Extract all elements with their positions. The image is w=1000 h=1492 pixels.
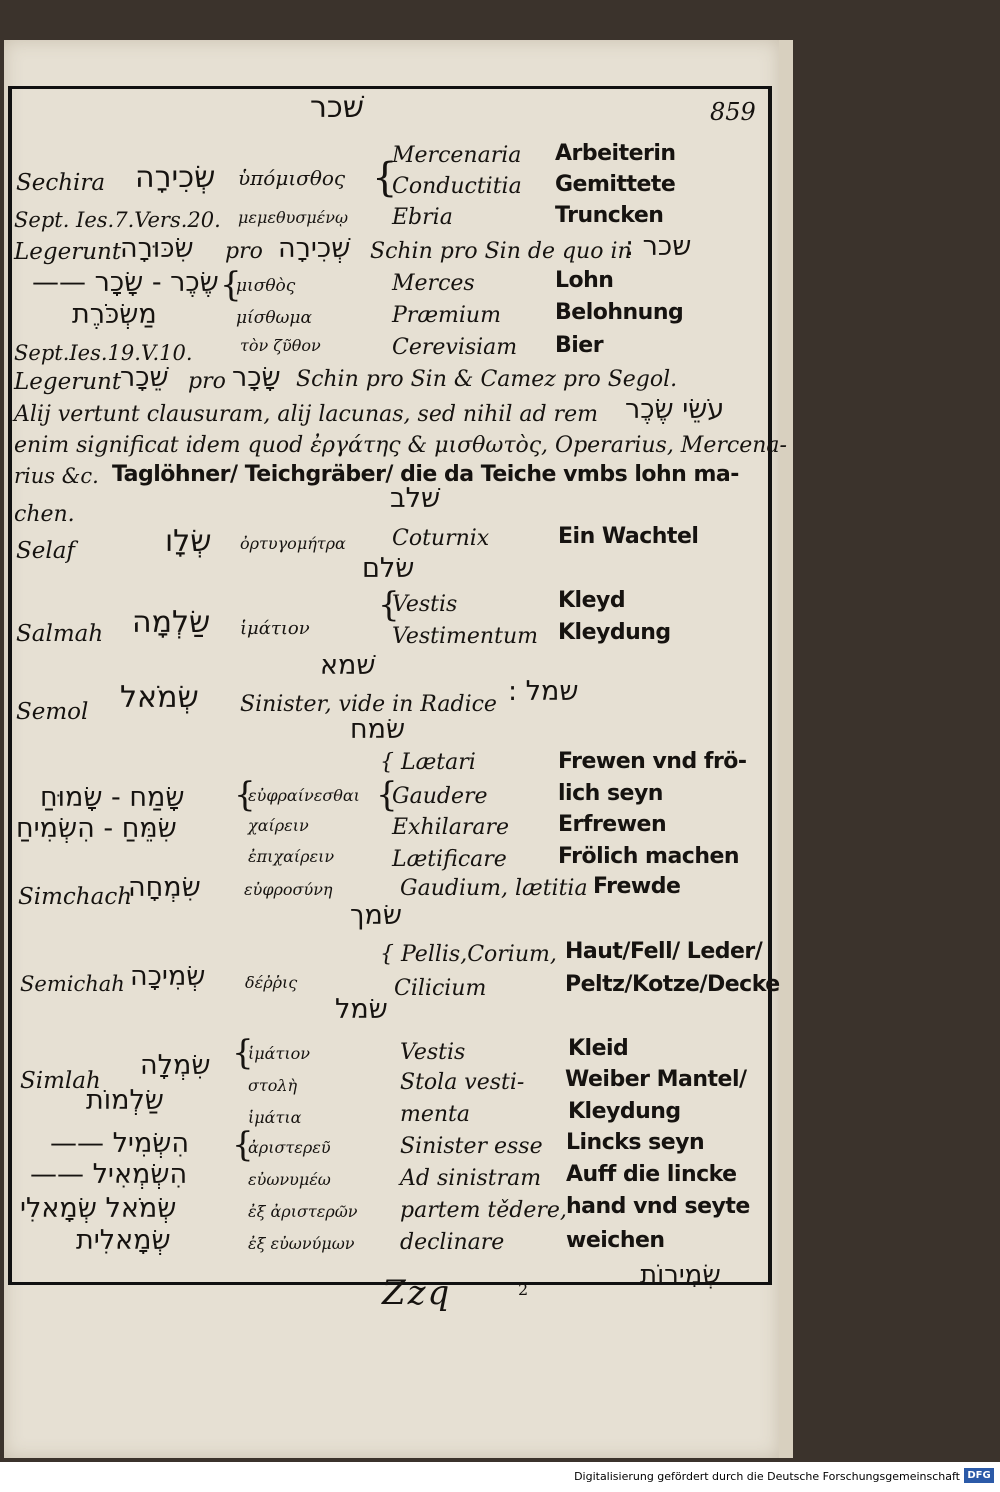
entry-r22-cell-1: שְׂמִיכָה (130, 961, 206, 992)
entry-r17-cell-4: Gaudere (392, 784, 488, 809)
entry-r7-cell-1: שֵׁכָר (120, 362, 169, 393)
entry-r4-cell-4: Lohn (555, 268, 614, 293)
entry-r12-cell-2: ὀρτυγομήτρα (240, 534, 346, 553)
entry-r29-cell-2: declinare (400, 1230, 505, 1255)
entry-r24-cell-1: שִׂמְלָה (140, 1050, 211, 1081)
entry-r17-cell-3: { (376, 775, 398, 815)
entry-r3-cell-5: שכר : (625, 231, 692, 262)
entry-r5-cell-0: מַשְׂכֹּרֶת (72, 299, 157, 330)
entry-r15-cell-2: Sinister, vide in Radice (240, 692, 497, 717)
entry-r1b-cell-3: { (372, 155, 398, 201)
entry-r17-cell-2: εὐφραίνεσθαι (248, 786, 360, 805)
entry-r15-cell-3: שמל : (508, 676, 579, 707)
entry-r17-cell-0: שָׂמַח - שָׂמוּחַ (40, 782, 185, 813)
entry-r28-cell-2: partem tědere, (400, 1198, 567, 1223)
entry-r13-cell-1: Vestis (392, 592, 458, 617)
entry-r24-cell-0: Simlah (20, 1068, 101, 1094)
signature-mark: Zzq (382, 1273, 452, 1313)
entry-r18-cell-3: Erfrewen (558, 812, 667, 837)
entry-r23-cell-3: Kleid (568, 1036, 629, 1061)
entry-r2-cell-2: Ebria (392, 205, 453, 230)
dfg-logo-icon: DFG (964, 1468, 994, 1483)
entry-r25-cell-2: menta (400, 1102, 471, 1127)
entry-r4-cell-3: Merces (392, 271, 475, 296)
entry-h5-cell-0: שׂמך (350, 900, 402, 931)
entry-r7-cell-4: Schin pro Sin & Camez pro Segol. (296, 367, 678, 392)
entry-r18-cell-0: שִׂמֵּחַ - הִשְׂמִיחַ (16, 813, 177, 844)
entry-r15-cell-1: שְׂמֹאל (120, 680, 199, 715)
entry-r8-cell-0: Alij vertunt clausuram, alij lacunas, sed nihil ad rem (14, 402, 598, 427)
entry-r6-cell-1: τὸν ζῦθον (240, 336, 321, 355)
entry-r12-cell-3: Coturnix (392, 526, 490, 551)
entry-r22-cell-3: Cilicium (394, 976, 487, 1001)
page-edge (779, 40, 793, 1458)
entry-r10-cell-1: Taglöhner/ Teichgräber/ die da Teiche vmbs lohn ma- (112, 462, 739, 487)
entry-h2-cell-0: שׂלם (362, 553, 415, 584)
entry-r20-cell-1: שִׂמְחָה (128, 872, 201, 903)
entry-r23-cell-2: Vestis (400, 1040, 466, 1065)
entry-r5-cell-3: Belohnung (555, 300, 684, 325)
entry-r6-cell-3: Bier (555, 333, 604, 358)
entry-r4-cell-0: שֶׂכֶר - שָׂכָר —— (32, 267, 219, 298)
entry-r10-cell-0: rius &c. (14, 464, 99, 488)
catchword: שְׂמִירוֹת (640, 1260, 721, 1290)
entry-r16-cell-1: Frewen vnd frö- (558, 749, 747, 774)
entry-r3-cell-2: pro (225, 239, 263, 264)
entry-r2-cell-1: μεμεθυσμένῳ (238, 208, 349, 227)
entry-r14-cell-2: ἱμάτιον (240, 618, 310, 639)
entry-r18-cell-2: Exhilarare (392, 815, 509, 840)
entry-r6-cell-2: Cerevisiam (392, 335, 518, 360)
entry-r7-cell-0: Legerunt (14, 369, 122, 395)
entry-r28-cell-3: hand vnd seyte (566, 1194, 750, 1219)
entry-r1a-cell-0: Mercenaria (392, 143, 522, 168)
entry-r1b-cell-0: Sechira (16, 170, 106, 196)
entry-r1b-cell-5: Gemittete (555, 172, 676, 197)
entry-r22-cell-0: Semichah (20, 972, 125, 996)
entry-r1b-cell-1: שְׂכִירָה (135, 160, 216, 195)
entry-r5-cell-1: μίσθωμα (236, 308, 312, 328)
entry-r19-cell-2: Frölich machen (558, 844, 740, 869)
entry-r2-cell-3: Truncken (555, 203, 664, 228)
entry-r26-cell-1: { (232, 1125, 254, 1165)
digitization-notice: Digitalisierung gefördert durch die Deutsche Forschungsgemeinschaft (574, 1470, 960, 1483)
entry-r1a-cell-1: Arbeiterin (555, 141, 676, 166)
entry-r20-cell-2: εὐφροσύνη (244, 880, 333, 899)
entry-r3-cell-4: Schin pro Sin de quo in (370, 239, 632, 264)
entry-r22-cell-2: δέῤῥις (245, 973, 298, 992)
entry-r24-cell-2: στολὴ (248, 1076, 298, 1095)
entry-r29-cell-1: ἐξ εὐωνύμων (248, 1234, 355, 1253)
entry-r13-cell-0: { (378, 585, 400, 625)
entry-r4-cell-1: { (220, 265, 242, 305)
entry-r26-cell-2: ἀριστερεῦ (248, 1138, 331, 1157)
entry-r17-cell-5: lich seyn (558, 781, 663, 806)
entry-r29-cell-0: שְׂמָאלִית (76, 1225, 171, 1256)
entry-r28-cell-0: שְׂמֹאל שְׂמָאלִי (20, 1193, 177, 1224)
entry-r27-cell-2: Ad sinistram (400, 1166, 542, 1191)
entry-r25-cell-3: Kleydung (568, 1099, 681, 1124)
entry-r24-cell-3: Stola vesti- (400, 1070, 525, 1095)
entry-r6-cell-0: Sept.Ies.19.V.10. (14, 341, 193, 365)
entry-r19-cell-0: ἐπιχαίρειν (248, 847, 335, 866)
entry-r7-cell-2: pro (188, 369, 226, 394)
entry-r16-cell-0: { Lætari (380, 750, 476, 775)
entry-r4-cell-2: μισθὸς (236, 276, 296, 296)
entry-r23-cell-0: { (232, 1033, 254, 1073)
entry-r14-cell-0: Salmah (16, 621, 104, 647)
entry-r18-cell-1: χαίρειν (248, 816, 309, 835)
entry-r3-cell-3: שְׁכִירָה (278, 233, 351, 264)
entry-r20-cell-3: Gaudium, lætitia (400, 876, 588, 901)
running-head-root: שׁכר (310, 90, 365, 125)
entry-r19-cell-1: Lætificare (392, 847, 507, 872)
entry-r27-cell-0: הִשְׂמְאִיל —— (30, 1159, 188, 1190)
entry-r12-cell-1: שְׂלָו (165, 524, 212, 559)
entry-r7-cell-3: שָׂכָר (232, 362, 281, 393)
entry-r23-cell-1: ἱμάτιον (248, 1044, 310, 1063)
entry-r26-cell-4: Lincks seyn (566, 1130, 705, 1155)
entry-r26-cell-0: הִשְׂמִיל —— (50, 1128, 190, 1159)
entry-h6-cell-0: שׂמל (335, 994, 388, 1025)
entry-r1b-cell-2: ὑπόμισθος (238, 166, 346, 190)
entry-r9-cell-0: enim significat idem quod ἐργάτης & μισθωτὸς, Operarius, Mercena- (14, 433, 787, 458)
entry-r1b-cell-4: Conductitia (392, 174, 522, 199)
entry-r22-cell-4: Peltz/Kotze/Decke (565, 972, 780, 997)
entry-r20-cell-0: Simchach (18, 884, 133, 910)
entry-r11-cell-0: chen. (14, 502, 75, 527)
entry-r15-cell-0: Semol (16, 699, 89, 725)
entry-r28-cell-1: ἐξ ἀριστερῶν (248, 1202, 358, 1221)
entry-r14-cell-3: Vestimentum (392, 624, 538, 649)
entry-r5-cell-2: Præmium (392, 303, 501, 328)
entry-r2-cell-0: Sept. Ies.7.Vers.20. (14, 208, 221, 232)
entry-r24-cell-4: Weiber Mantel/ (565, 1067, 747, 1092)
entry-h3-cell-0: שׁמא (320, 650, 376, 681)
entry-r26-cell-3: Sinister esse (400, 1134, 543, 1159)
entry-h4-cell-0: שׂמח (350, 714, 406, 745)
entry-r8-cell-1: עֹשֵׂי שֶׂכֶר (625, 394, 725, 425)
entry-r12-cell-0: Selaf (16, 538, 75, 564)
entry-r25-cell-0: שַׂלְמוֹת (86, 1085, 164, 1116)
entry-r29-cell-3: weichen (566, 1228, 665, 1253)
entry-r13-cell-2: Kleyd (558, 588, 626, 613)
entry-r14-cell-1: שַׂלְמָה (132, 605, 211, 640)
entry-r12-cell-4: Ein Wachtel (558, 524, 699, 549)
entry-r17-cell-1: { (234, 775, 256, 815)
entry-r27-cell-3: Auff die lincke (566, 1162, 737, 1187)
signature-number: 2 (518, 1280, 529, 1299)
entry-r21-cell-0: { Pellis,Corium, (380, 942, 557, 967)
entry-r20-cell-4: Frewde (593, 874, 681, 899)
entry-r3-cell-1: שִׂכּוּרָה (120, 233, 194, 264)
entry-r27-cell-1: εὐωνυμέω (248, 1170, 331, 1189)
entry-r25-cell-1: ἱμάτια (248, 1108, 302, 1127)
entry-r14-cell-4: Kleydung (558, 620, 671, 645)
entry-r3-cell-0: Legerunt (14, 239, 122, 265)
entry-h1-cell-0: שׁלב (390, 483, 441, 514)
entry-r21-cell-1: Haut/Fell/ Leder/ (565, 939, 763, 964)
page-number: 859 (710, 98, 756, 126)
